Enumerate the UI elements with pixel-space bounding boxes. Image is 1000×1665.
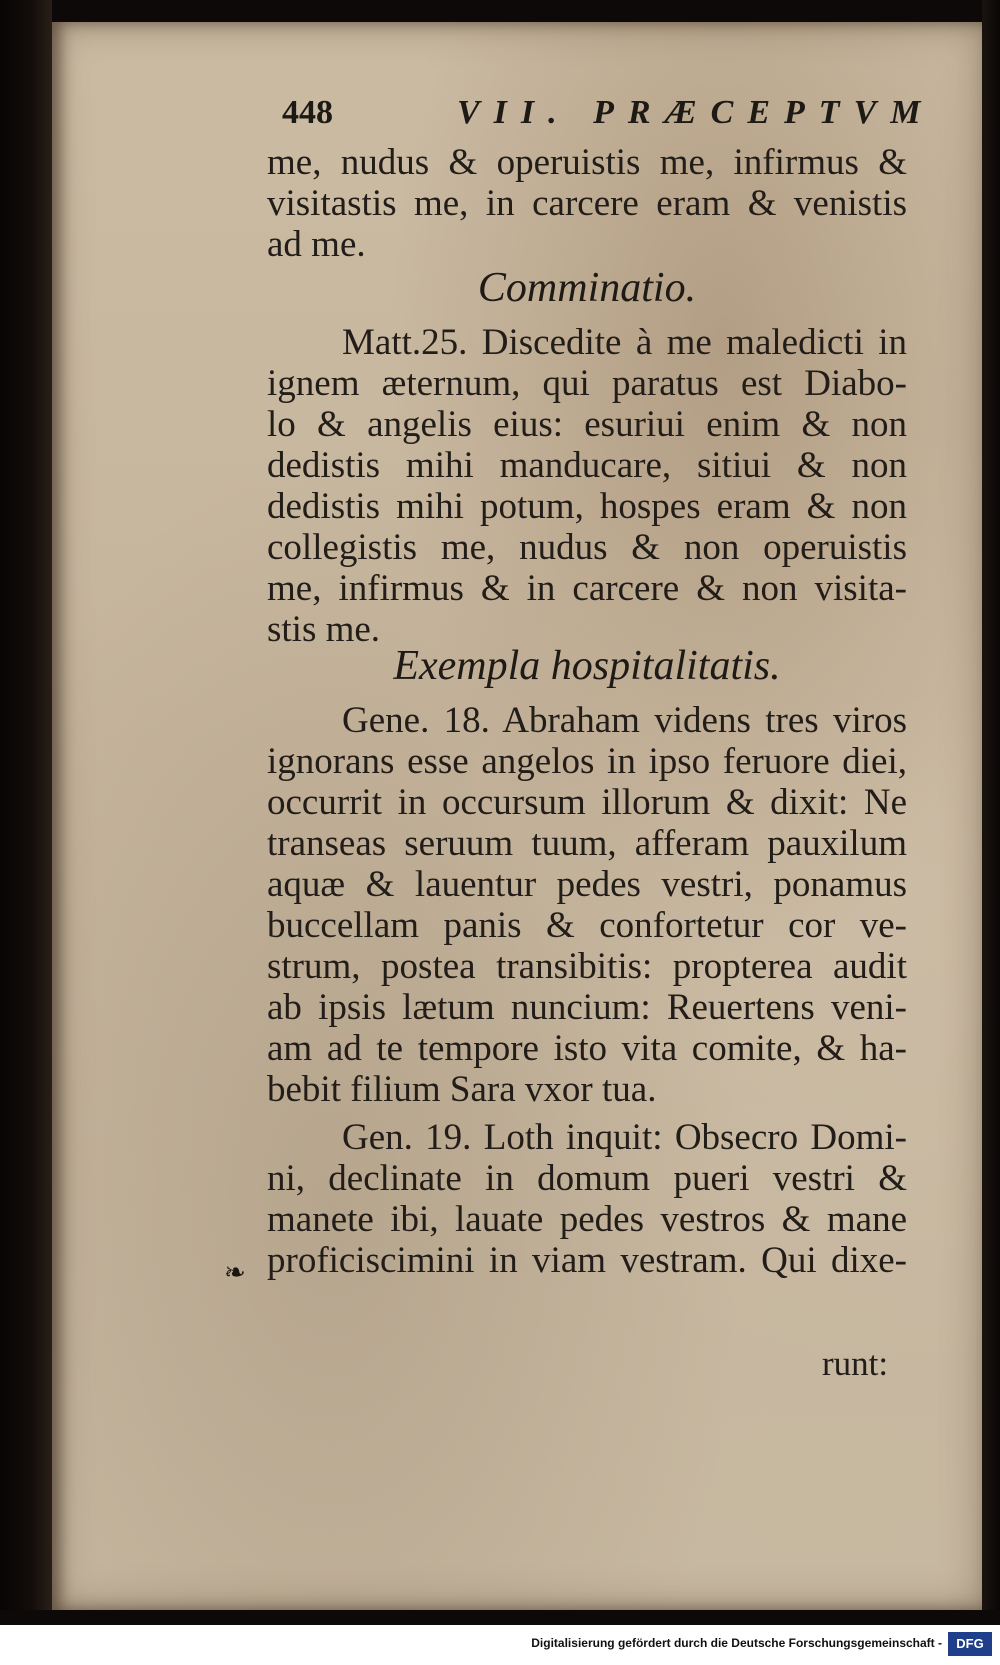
text-line: Gene. 18. Abraham videns tres viros — [342, 700, 907, 741]
text-line: ignem æternum, qui paratus est Diabo- — [267, 363, 907, 404]
scan-left-edge — [0, 0, 52, 1610]
text-line: aquæ & lauentur pedes vestri, ponamus — [267, 864, 907, 905]
text-line: occurrit in occursum illorum & dixit: Ne — [267, 782, 907, 823]
text-line: Gen. 19. Loth inquit: Obsecro Domi- — [342, 1117, 907, 1158]
text-line: ad me. — [267, 224, 366, 265]
text-line: bebit filium Sara vxor tua. — [267, 1069, 657, 1110]
text-line: am ad te tempore isto vita comite, & ha- — [267, 1028, 907, 1069]
text-line: stis me. — [267, 609, 381, 650]
text-line: proficiscimini in viam vestram. Qui dixe- — [267, 1240, 907, 1281]
catchword: runt: — [822, 1344, 889, 1383]
fleuron-icon: ❧ — [224, 1258, 246, 1288]
running-title: VII. PRÆCEPTVM — [457, 94, 935, 131]
heading-comminatio: Comminatio. — [477, 265, 697, 311]
text-line: Matt.25. Discedite à me maledicti in — [342, 322, 907, 363]
book-page — [52, 22, 982, 1610]
text-line: lo & angelis eius: esuriui enim & non — [267, 404, 907, 445]
dfg-logo-icon: DFG — [948, 1632, 992, 1656]
opening-paragraph — [267, 142, 907, 265]
text-line: collegistis me, nudus & non operuistis — [267, 527, 907, 568]
text-line: dedistis mihi manducare, sitiui & non — [267, 445, 907, 486]
funding-credit: Digitalisierung gefördert durch die Deutsche Forschungsgemeinschaft - — [531, 1636, 942, 1650]
heading-exempla: Exempla hospitalitatis. — [393, 643, 781, 689]
text-line: dedistis mihi potum, hospes eram & non — [267, 486, 907, 527]
text-line: ignorans esse angelos in ipso feruore diei, — [267, 741, 907, 782]
genesis-19-paragraph — [267, 1117, 907, 1281]
digitization-footer — [0, 1625, 1000, 1665]
page-number: 448 — [282, 94, 333, 131]
text-line: strum, postea transibitis: propterea audit — [267, 946, 907, 987]
genesis-18-paragraph — [267, 700, 907, 1110]
text-line: me, nudus & operuistis me, infirmus & — [267, 142, 907, 183]
text-line: me, infirmus & in carcere & non visita- — [267, 568, 907, 609]
scan-right-edge — [982, 0, 1000, 1610]
text-line: ab ipsis lætum nuncium: Reuertens veni- — [267, 987, 907, 1028]
text-line: visitastis me, in carcere eram & venistis — [267, 183, 907, 224]
running-head — [282, 94, 982, 132]
comminatio-paragraph — [267, 322, 907, 650]
text-line: manete ibi, lauate pedes vestros & mane — [267, 1199, 907, 1240]
text-line: transeas seruum tuum, afferam pauxilum — [267, 823, 907, 864]
text-line: ni, declinate in domum pueri vestri & — [267, 1158, 907, 1199]
text-line: buccellam panis & confortetur cor ve- — [267, 905, 907, 946]
